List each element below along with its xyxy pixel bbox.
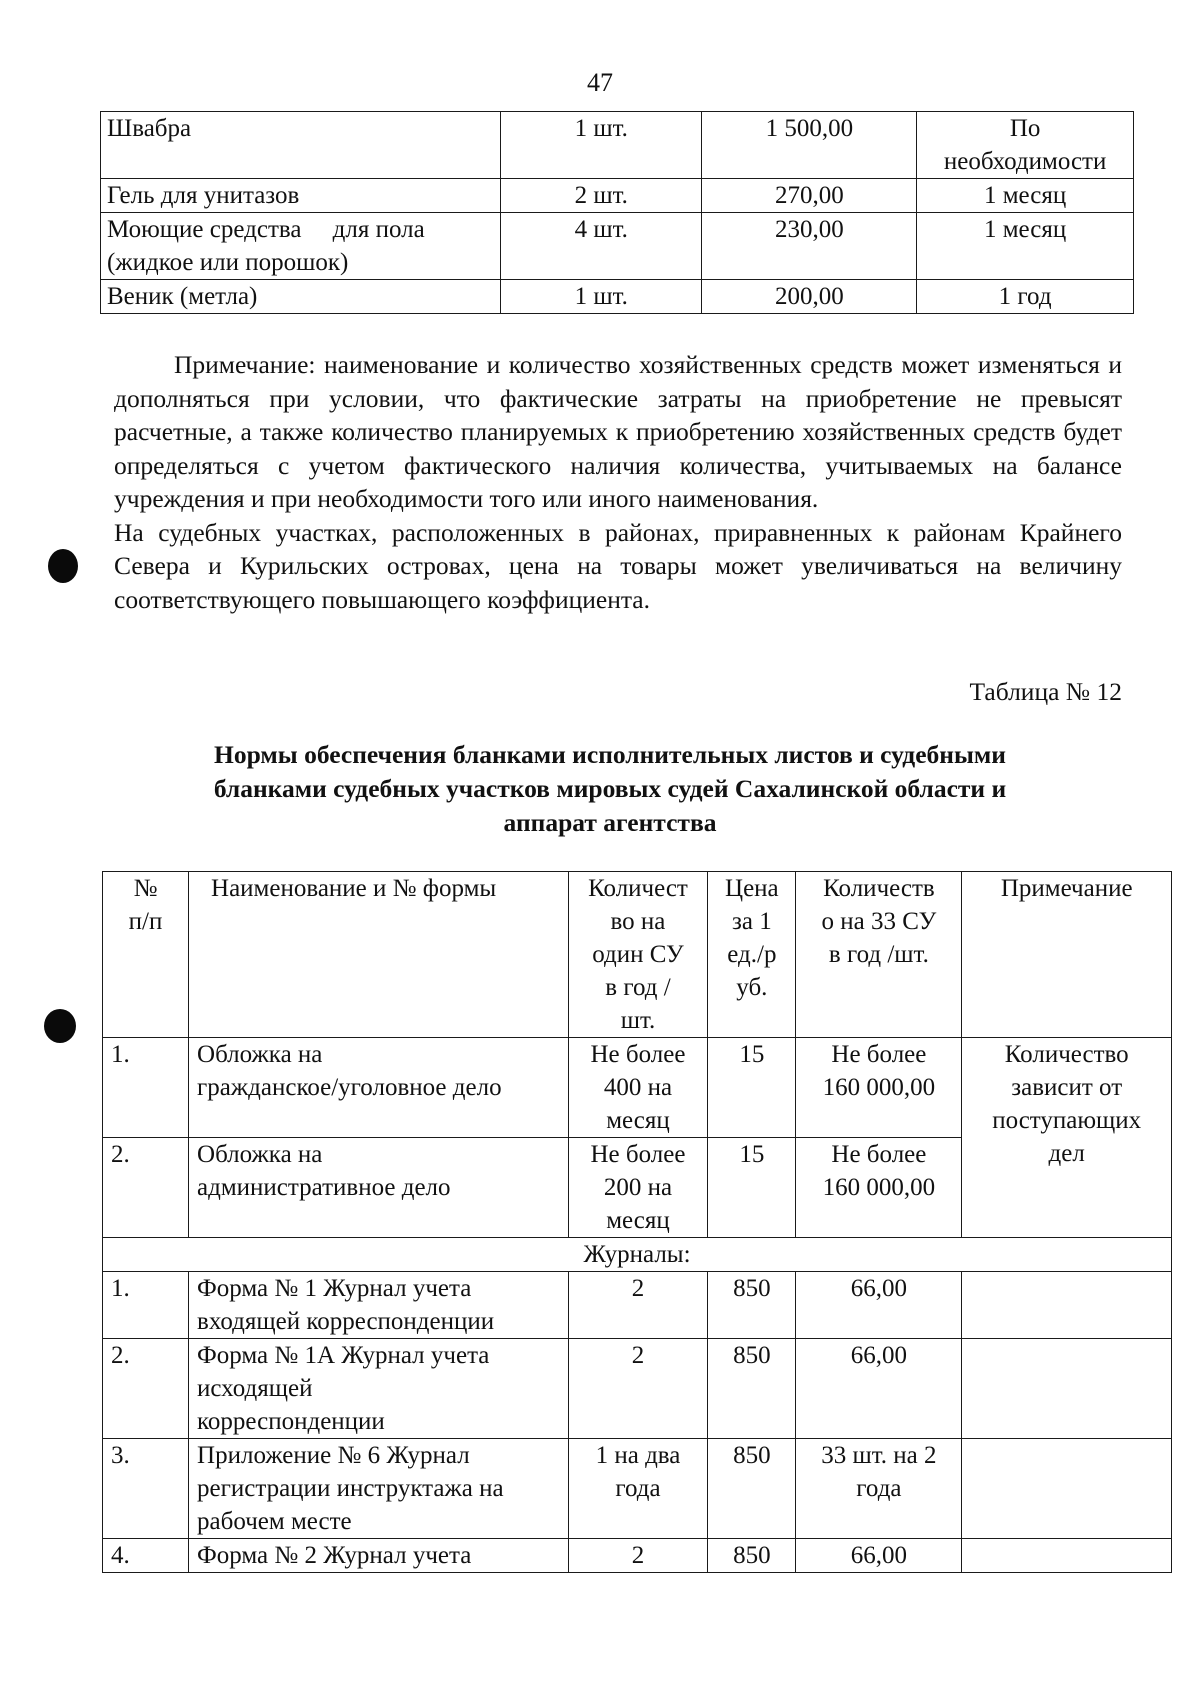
item-name-cell — [101, 179, 501, 213]
item-qty-cell: 1 шт. — [500, 280, 702, 314]
row-qty-per — [568, 1272, 708, 1339]
header-num-line: п/п — [128, 908, 163, 935]
header-qty-per-line: Количест — [588, 875, 688, 902]
row-qty-total-line: 33 шт. на 2 — [821, 1442, 937, 1469]
row-qty-total — [796, 1539, 962, 1573]
item-name-cell-line: Швабра — [107, 115, 192, 142]
row-qty-per-line: месяц — [606, 1207, 670, 1234]
row-name — [189, 1439, 569, 1539]
row-qty-per-line: Не более — [590, 1141, 686, 1168]
row-qty-total-line: 66,00 — [850, 1342, 908, 1369]
row-qty-total-line: 66,00 — [850, 1542, 908, 1569]
title-line: аппарат агентства — [503, 808, 717, 837]
row-qty-per-line: Не более — [590, 1041, 686, 1068]
item-period-cell-line: По — [1009, 115, 1041, 142]
row-qty-per-line: 2 — [631, 1275, 645, 1302]
header-qty-per-line: шт. — [620, 1007, 656, 1034]
row-price: 850 — [708, 1339, 796, 1439]
title-line: Нормы обеспечения бланками исполнительных листов и судебными — [214, 740, 1006, 769]
note-block — [114, 348, 1122, 616]
item-name-cell — [101, 280, 501, 314]
row-qty-per-line: года — [615, 1475, 661, 1502]
item-price-cell: 200,00 — [702, 280, 917, 314]
item-name-cell-line: Гель для унитазов — [107, 182, 300, 209]
row-qty-per — [568, 1339, 708, 1439]
row-qty-total-line: 160 000,00 — [822, 1174, 936, 1201]
header-qty-per-line: в год / — [605, 974, 671, 1001]
row-name — [189, 1138, 569, 1238]
row-num: 2. — [103, 1339, 189, 1439]
row-name-line: регистрации инструктажа на — [197, 1475, 504, 1502]
table-row — [103, 1272, 1172, 1339]
row-name-line: Обложка на — [197, 1041, 323, 1068]
table-label: Таблица № 12 — [969, 677, 1122, 706]
header-price-line: уб. — [736, 974, 768, 1001]
row-name-line: рабочем месте — [197, 1508, 352, 1535]
punch-hole-mark — [48, 549, 78, 583]
row-note — [962, 1272, 1172, 1339]
row-qty-total — [796, 1339, 962, 1439]
header-qty-total-line: о на 33 СУ — [821, 908, 937, 935]
table-row — [101, 213, 1134, 280]
row-name — [189, 1272, 569, 1339]
row-qty-total — [796, 1439, 962, 1539]
item-price-cell: 230,00 — [702, 213, 917, 280]
item-qty-cell: 1 шт. — [500, 112, 702, 179]
row-note-merged-line: Количество — [1004, 1041, 1129, 1068]
row-name-line: Приложение № 6 Журнал — [197, 1442, 470, 1469]
table-title — [140, 738, 1080, 840]
header-qty-per-line: во на — [610, 908, 666, 935]
table-row — [103, 1439, 1172, 1539]
item-name-cell — [101, 213, 501, 280]
row-name-line: исходящей — [197, 1375, 313, 1402]
row-num: 3. — [103, 1439, 189, 1539]
row-qty-total-line: 66,00 — [850, 1275, 908, 1302]
header-note-line: Примечание — [1000, 875, 1133, 902]
header-qty-total-line: Количеств — [823, 875, 935, 902]
section-label: Журналы: — [103, 1238, 1172, 1272]
item-name-cell-line: (жидкое или порошок) — [107, 249, 349, 276]
item-qty-cell: 4 шт. — [500, 213, 702, 280]
row-note-merged-line: дел — [1048, 1140, 1085, 1167]
row-name-line: Форма № 1А Журнал учета — [197, 1342, 490, 1369]
header-qty-total-line: в год /шт. — [828, 941, 929, 968]
page-number: 47 — [587, 68, 613, 97]
table-row — [101, 179, 1134, 213]
row-qty-per — [568, 1038, 708, 1138]
row-qty-per-line: 400 на — [603, 1074, 673, 1101]
item-period-cell-line: 1 месяц — [983, 182, 1067, 209]
note-paragraph-1: Примечание: наименование и количество хозяйственных средств может изменяться и дополняться при условии, что фактические затраты на приобретение не превысят расчетные, а также количество планируемых к приобретению хозяйственных средств будет определяться с учетом фактического наличия количества, учитываемых на балансе учреждения и при необходимости того или иного наименования. — [114, 350, 1122, 513]
forms-supply-table — [102, 871, 1172, 1573]
header-price-line: ед./р — [727, 941, 777, 968]
row-num: 2. — [103, 1138, 189, 1238]
row-num: 1. — [103, 1038, 189, 1138]
item-period-cell — [917, 280, 1134, 314]
header-qty-per — [568, 872, 708, 1038]
row-name-line: входящей корреспонденции — [197, 1308, 495, 1335]
row-note — [962, 1339, 1172, 1439]
table-row — [103, 1038, 1172, 1138]
table-row — [103, 1539, 1172, 1573]
row-name-line: корреспонденции — [197, 1408, 385, 1435]
row-note-merged — [962, 1038, 1172, 1238]
row-num: 1. — [103, 1272, 189, 1339]
row-qty-per — [568, 1439, 708, 1539]
section-row — [103, 1238, 1172, 1272]
item-price-cell: 270,00 — [702, 179, 917, 213]
row-name — [189, 1038, 569, 1138]
header-note — [962, 872, 1172, 1038]
header-price-line: за 1 — [731, 908, 772, 935]
table-row — [101, 112, 1134, 179]
item-period-cell-line: необходимости — [943, 148, 1107, 175]
header-name-line: Наименование и № формы — [211, 875, 497, 902]
header-qty-total — [796, 872, 962, 1038]
row-qty-total-line: года — [856, 1475, 902, 1502]
title-line: бланками судебных участков мировых судей Сахалинской области и — [213, 774, 1007, 803]
row-qty-per-line: 2 — [631, 1542, 645, 1569]
item-period-cell — [917, 179, 1134, 213]
row-name — [189, 1539, 569, 1573]
row-qty-total-line: 160 000,00 — [822, 1074, 936, 1101]
header-num — [103, 872, 189, 1038]
row-qty-per-line: 2 — [631, 1342, 645, 1369]
household-items-table — [100, 111, 1134, 314]
header-price — [708, 872, 796, 1038]
item-qty-cell: 2 шт. — [500, 179, 702, 213]
row-price: 850 — [708, 1272, 796, 1339]
row-name-line: Форма № 2 Журнал учета — [197, 1542, 472, 1569]
table-row — [103, 1339, 1172, 1439]
row-qty-total — [796, 1272, 962, 1339]
table-row — [101, 280, 1134, 314]
item-period-cell-line: 1 год — [998, 283, 1052, 310]
item-period-cell-line: 1 месяц — [983, 216, 1067, 243]
row-price: 850 — [708, 1539, 796, 1573]
row-qty-total-line: Не более — [831, 1041, 927, 1068]
row-qty-total — [796, 1038, 962, 1138]
row-name-line: административное дело — [197, 1174, 451, 1201]
row-price: 15 — [708, 1138, 796, 1238]
row-qty-total — [796, 1138, 962, 1238]
item-period-cell — [917, 213, 1134, 280]
header-num-line: № — [133, 875, 158, 902]
row-name — [189, 1339, 569, 1439]
row-price: 850 — [708, 1439, 796, 1539]
row-qty-per-line: месяц — [606, 1107, 670, 1134]
header-price-line: Цена — [725, 875, 779, 902]
row-name-line: Форма № 1 Журнал учета — [197, 1275, 472, 1302]
row-note — [962, 1439, 1172, 1539]
row-note-merged-line: зависит от — [1011, 1074, 1123, 1101]
item-name-cell — [101, 112, 501, 179]
row-qty-per-line: 1 на два — [595, 1442, 681, 1469]
item-name-cell-line: Веник (метла) — [107, 283, 258, 310]
item-period-cell — [917, 112, 1134, 179]
header-qty-per-line: один СУ — [592, 941, 684, 968]
item-name-cell-line: Моющие средства для пола — [107, 216, 425, 243]
row-qty-per-line: 200 на — [603, 1174, 673, 1201]
row-qty-per — [568, 1138, 708, 1238]
row-qty-per — [568, 1539, 708, 1573]
table-header-row — [103, 872, 1172, 1038]
row-price: 15 — [708, 1038, 796, 1138]
item-price-cell: 1 500,00 — [702, 112, 917, 179]
row-num: 4. — [103, 1539, 189, 1573]
note-paragraph-2: На судебных участках, расположенных в районах, приравненных к районам Крайнего Севера и Курильских островах, цена на товары может увеличиваться на величину соответствующего повышающего коэффициента. — [114, 517, 1122, 614]
row-name-line: Обложка на — [197, 1141, 323, 1168]
header-name — [189, 872, 569, 1038]
punch-hole-mark — [44, 1009, 76, 1043]
row-note — [962, 1539, 1172, 1573]
row-name-line: гражданское/уголовное дело — [197, 1074, 502, 1101]
row-note-merged-line: поступающих — [992, 1107, 1142, 1134]
row-qty-total-line: Не более — [831, 1141, 927, 1168]
